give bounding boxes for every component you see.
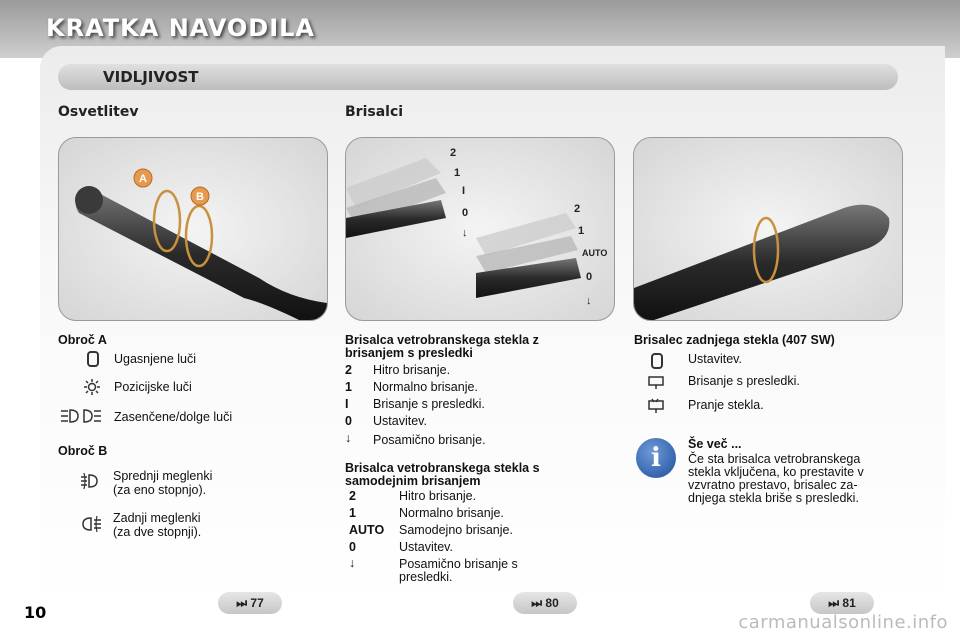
rear-wiper-intermittent-icon bbox=[646, 374, 666, 394]
ring-a-heading: Obroč A bbox=[58, 333, 107, 347]
page-ref-81: 81 bbox=[842, 596, 856, 610]
rear-wash-label: Pranje stekla. bbox=[688, 398, 764, 412]
ring-b-heading: Obroč B bbox=[58, 444, 108, 458]
front-intermittent-heading-line1: Brisalca vetrobranskega stekla z bbox=[345, 333, 539, 347]
rear-wiper-off-icon bbox=[648, 352, 666, 374]
sidelights-icon bbox=[82, 378, 102, 400]
rear-wash-icon bbox=[646, 398, 666, 418]
lighting-heading: Osvetlitev bbox=[58, 104, 139, 120]
front-auto-heading-line2: samodejnim brisanjem bbox=[345, 474, 481, 488]
rear-wiper-intermittent-label: Brisanje s presledki. bbox=[688, 374, 800, 388]
fa-code-single: ↓ bbox=[349, 556, 356, 570]
front-auto-heading-line1: Brisalca vetrobranskega stekla s bbox=[345, 461, 540, 475]
info-icon: i bbox=[636, 438, 676, 478]
fi-text-single: Posamično brisanje. bbox=[373, 433, 486, 447]
watermark: carmanualsonline.info bbox=[738, 612, 948, 633]
rear-wiper-heading: Brisalec zadnjega stekla (407 SW) bbox=[634, 333, 835, 347]
front-wiper-stalk-photo bbox=[345, 137, 615, 321]
wiper-pos-i: I bbox=[462, 185, 466, 197]
lights-off-label: Ugasnjene luči bbox=[114, 352, 196, 366]
lighting-stalk-photo bbox=[58, 137, 328, 321]
auto-pos-0: 0 bbox=[586, 271, 593, 283]
section-title: VIDLJIVOST bbox=[103, 68, 199, 86]
page-ref-link-77[interactable]: ⏭ 77 bbox=[218, 592, 282, 614]
fa-text-2: Hitro brisanje. bbox=[399, 489, 477, 503]
more-info-line1: Če sta brisalca vetrobranskega bbox=[688, 452, 861, 466]
page-title: KRATKA NAVODILA bbox=[46, 14, 315, 42]
rear-fog-label-line2: (za dve stopnji). bbox=[113, 525, 202, 539]
fa-code-0: 0 bbox=[349, 540, 356, 554]
fa-text-1: Normalno brisanje. bbox=[399, 506, 504, 520]
dipped-main-beam-icon bbox=[60, 408, 102, 428]
page-ref-77: 77 bbox=[250, 596, 264, 610]
more-info-line4: dnjega stekla briše s presledki. bbox=[688, 491, 859, 505]
fi-text-2: Hitro brisanje. bbox=[373, 363, 451, 377]
fi-text-0: Ustavitev. bbox=[373, 414, 427, 428]
fi-code-single: ↓ bbox=[345, 431, 352, 445]
rear-fog-icon bbox=[80, 515, 102, 537]
fa-code-auto: AUTO bbox=[349, 523, 385, 537]
fi-code-2: 2 bbox=[345, 363, 352, 377]
front-fog-label-line2: (za eno stopnjo). bbox=[113, 483, 207, 497]
sidelights-label: Pozicijske luči bbox=[114, 380, 192, 394]
front-fog-icon bbox=[80, 472, 100, 494]
page-number: 10 bbox=[24, 603, 47, 622]
wipers-heading: Brisalci bbox=[345, 104, 404, 120]
ring-b-marker: B bbox=[196, 191, 204, 203]
auto-pos-down: ↓ bbox=[586, 295, 592, 307]
more-info-heading: Še več ... bbox=[688, 437, 742, 451]
wiper-pos-1: 1 bbox=[454, 167, 461, 179]
dipped-main-beam-label: Zasenčene/dolge luči bbox=[114, 410, 233, 424]
auto-pos-auto: AUTO bbox=[582, 248, 608, 258]
wiper-pos-down: ↓ bbox=[462, 227, 468, 239]
lights-off-icon bbox=[84, 350, 102, 372]
wiper-pos-2: 2 bbox=[450, 147, 457, 159]
fi-text-i: Brisanje s presledki. bbox=[373, 397, 485, 411]
page-ref-link-80[interactable]: ⏭ 80 bbox=[513, 592, 577, 614]
auto-pos-1: 1 bbox=[578, 225, 585, 237]
more-info-line2: stekla vključena, ko prestavite v bbox=[688, 465, 864, 479]
wiper-pos-0: 0 bbox=[462, 207, 469, 219]
fa-code-1: 1 bbox=[349, 506, 356, 520]
ring-a-marker: A bbox=[139, 173, 147, 185]
fa-text-0: Ustavitev. bbox=[399, 540, 453, 554]
rear-fog-label-line1: Zadnji meglenki bbox=[113, 511, 201, 525]
fi-code-0: 0 bbox=[345, 414, 352, 428]
page-ref-link-81[interactable]: ⏭ 81 bbox=[810, 592, 874, 614]
front-intermittent-heading-line2: brisanjem s presledki bbox=[345, 346, 473, 360]
front-fog-label-line1: Sprednji meglenki bbox=[113, 469, 213, 483]
fa-text-single-line1: Posamično brisanje s bbox=[399, 557, 518, 571]
fa-text-auto: Samodejno brisanje. bbox=[399, 523, 513, 537]
more-info-line3: vzvratno prestavo, brisalec za- bbox=[688, 478, 858, 492]
auto-pos-2: 2 bbox=[574, 203, 581, 215]
rear-wiper-stalk-photo bbox=[633, 137, 903, 321]
page-ref-80: 80 bbox=[545, 596, 559, 610]
fi-code-i: I bbox=[345, 397, 349, 411]
fa-text-single-line2: presledki. bbox=[399, 570, 453, 584]
rear-wiper-off-label: Ustavitev. bbox=[688, 352, 742, 366]
fi-code-1: 1 bbox=[345, 380, 352, 394]
fa-code-2: 2 bbox=[349, 489, 356, 503]
fi-text-1: Normalno brisanje. bbox=[373, 380, 478, 394]
